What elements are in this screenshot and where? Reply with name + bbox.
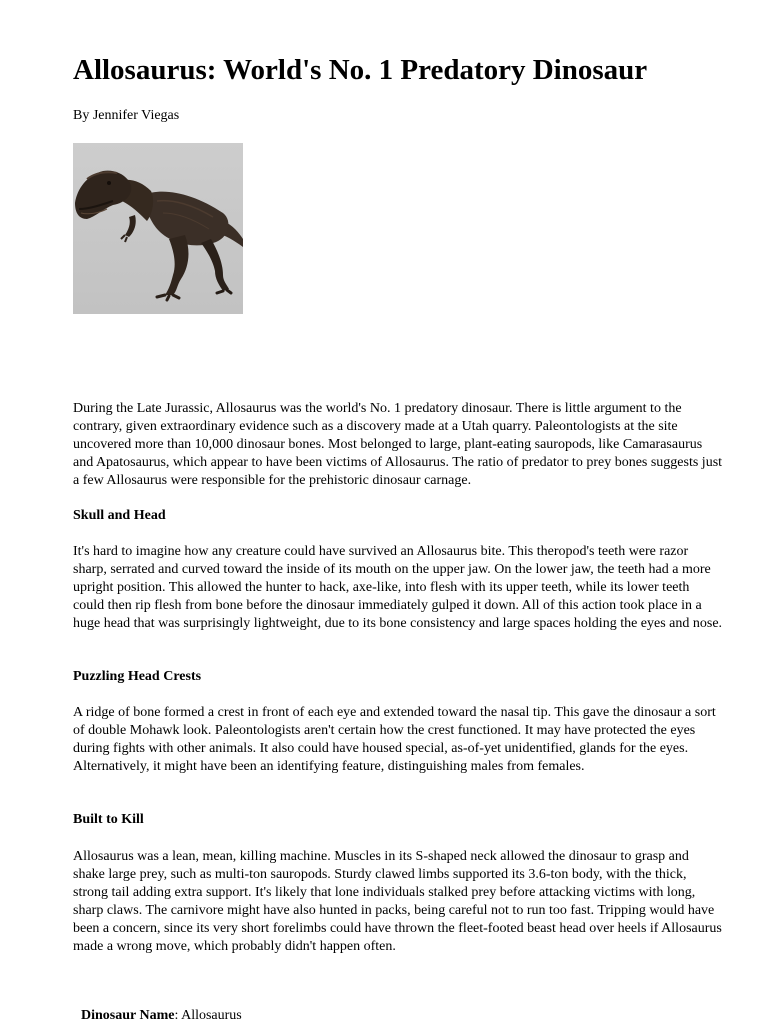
section-heading: Skull and Head bbox=[73, 508, 166, 523]
fact-value: : Allosaurus bbox=[174, 1008, 242, 1023]
dinosaur-photo bbox=[73, 143, 243, 314]
intro-paragraph: During the Late Jurassic, Allosaurus was the world's No. 1 predatory dinosaur. There is little argument to the contrary, given extraordinary evidence such as a discovery made at a Utah quarry. Paleontologists at the site uncovered more than 10,000 dinosaur bones. Most belonged to large, plant-eating sauropods, like Camarasaurus and Apatosaurus, which appear to have been victims of Allosaurus. The ratio of predator to prey bones suggests just a few Allosaurus were responsible for the prehistoric dinosaur carnage. bbox=[73, 401, 723, 488]
section-heading: Built to Kill bbox=[73, 812, 144, 827]
byline: By Jennifer Viegas bbox=[73, 108, 180, 123]
section-body: A ridge of bone formed a crest in front of each eye and extended toward the nasal tip. This gave the dinosaur a sort of double Mohawk look. Paleontologists aren't certain how the crest functioned. It may have protected the eyes during fights with other animals. It also could have housed special, as-of-yet unidentified, glands for the eyes. Alternatively, it might have been an identifying feature, distinguishing males from females. bbox=[73, 705, 716, 774]
fact-dinosaur-name bbox=[81, 1008, 242, 1024]
section-heading: Puzzling Head Crests bbox=[73, 669, 202, 684]
page-title: Allosaurus: World's No. 1 Predatory Dinosaur bbox=[73, 54, 648, 86]
section-body: Allosaurus was a lean, mean, killing machine. Muscles in its S-shaped neck allowed the dinosaur to grasp and shake large prey, such as multi-ton sauropods. Sturdy clawed limbs supported its 3.6-ton body, with the thick, strong tail adding extra support. It's likely that lone individuals stalked prey before attacking victims with long, sharp claws. The carnivore might have also hunted in packs, being careful not to run too fast. Tripping would have been a concern, since its very short forelimbs could have thrown the fleet-footed beast head over heels if Allosaurus made a wrong move, which probably didn't happen often. bbox=[73, 849, 722, 954]
fact-label: Dinosaur Name bbox=[81, 1008, 175, 1023]
section-body: It's hard to imagine how any creature could have survived an Allosaurus bite. This theropod's teeth were razor sharp, serrated and curved toward the inside of its mouth on the upper jaw. On the lower jaw, the teeth had a more upright position. This allowed the hunter to hack, axe-like, into flesh with its upper teeth, while its lower teeth could then rip flesh from bone before the dinosaur immediately gulped it down. All of this action took place in a huge head that was surprisingly lightweight, due to its bone consistency and large spaces holding the eyes and nose. bbox=[73, 544, 723, 631]
